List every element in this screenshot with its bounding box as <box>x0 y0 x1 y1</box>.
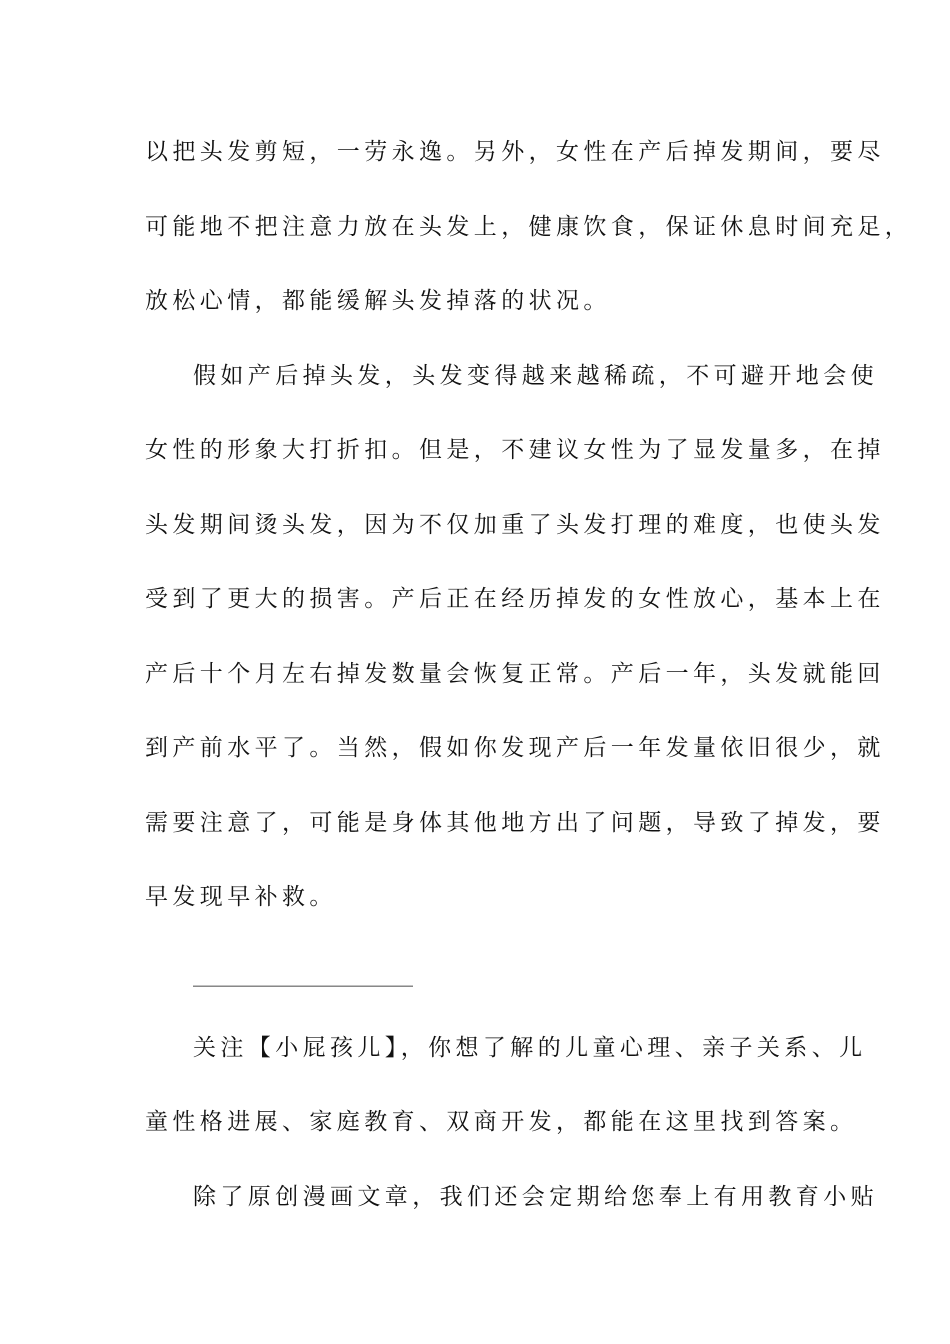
paragraph-line: 除了原创漫画文章，我们还会定期给您奉上有用教育小贴 <box>193 1184 878 1210</box>
paragraph-line: 到产前水平了。当然，假如你发现产后一年发量依旧很少，就 <box>145 735 885 761</box>
paragraph-line: 受到了更大的损害。产后正在经历掉发的女性放心，基本上在 <box>145 586 885 612</box>
separator-rule: ______________________ <box>193 963 413 987</box>
paragraph-line: 以把头发剪短，一劳永逸。另外，女性在产后掉发期间，要尽 <box>145 139 885 165</box>
paragraph-line: 放松心情，都能缓解头发掉落的状况。 <box>145 288 611 314</box>
paragraph-line: 早发现早补救。 <box>145 884 337 910</box>
paragraph-line: 产后十个月左右掉发数量会恢复正常。产后一年，头发就能回 <box>145 661 885 687</box>
paragraph-line: 女性的形象大打折扣。但是，不建议女性为了显发量多，在掉 <box>145 437 885 463</box>
paragraph-line: 假如产后掉头发，头发变得越来越稀疏，不可避开地会使 <box>193 363 878 389</box>
paragraph-line: 童性格进展、家庭教育、双商开发，都能在这里找到答案。 <box>145 1109 858 1135</box>
paragraph-line: 可能地不把注意力放在头发上，健康饮食，保证休息时间充足， <box>145 214 913 240</box>
paragraph-line: 需要注意了，可能是身体其他地方出了问题，导致了掉发，要 <box>145 810 885 836</box>
paragraph-line: 关注【小屁孩儿】，你想了解的儿童心理、亲子关系、儿 <box>193 1035 867 1061</box>
paragraph-line: 头发期间烫头发，因为不仅加重了头发打理的难度，也使头发 <box>145 512 885 538</box>
